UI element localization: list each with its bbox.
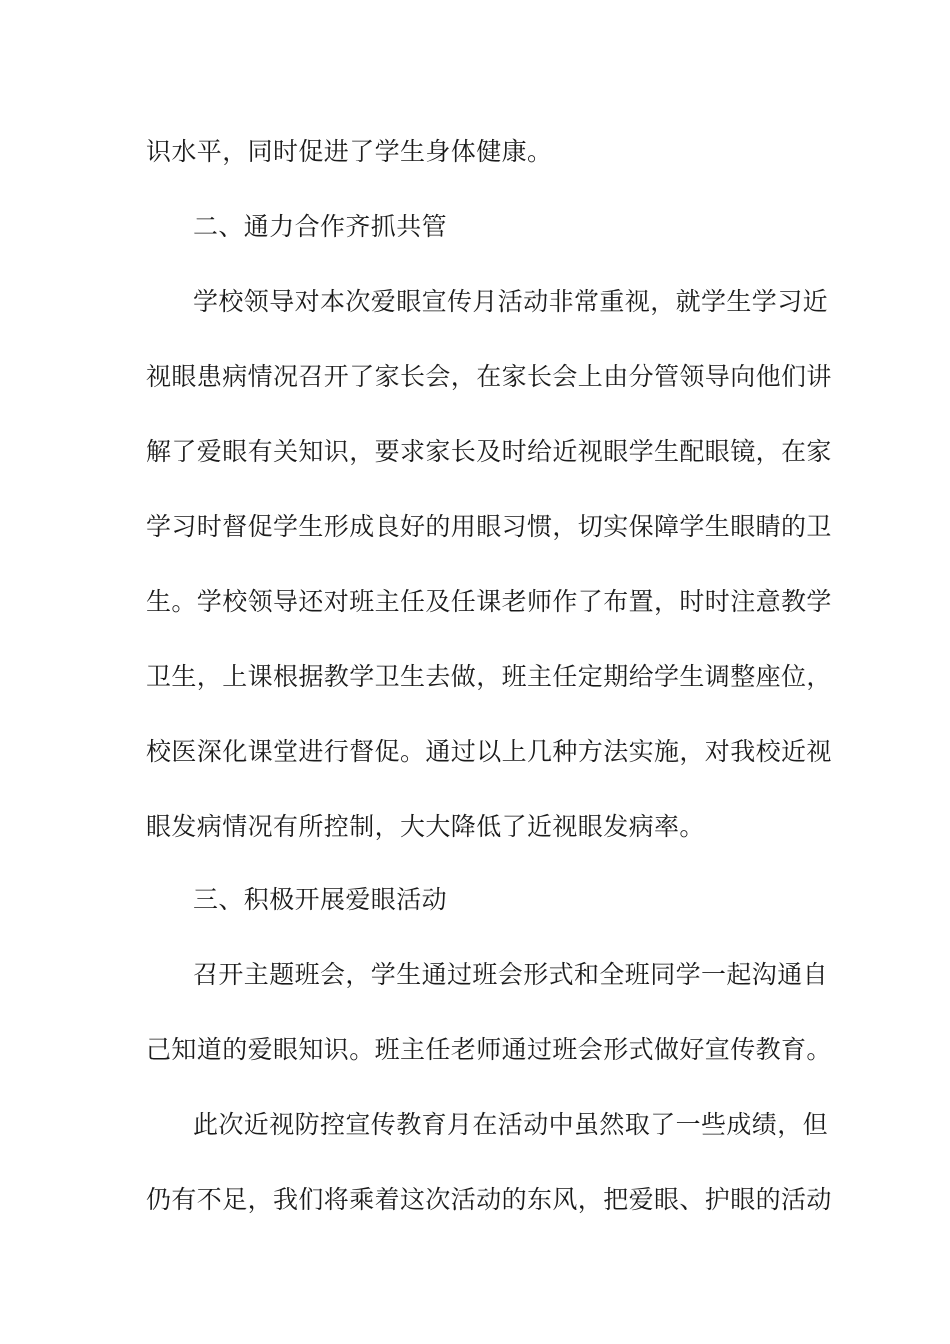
paragraph-line: 识水平，同时促进了学生身体健康。 [146, 137, 553, 166]
paragraph-line: 此次近视防控宣传教育月在活动中虽然取了一些成绩，但 [193, 1110, 829, 1139]
section-heading: 三、积极开展爱眼活动 [193, 885, 448, 914]
paragraph-line: 卫生，上课根据教学卫生去做，班主任定期给学生调整座位， [146, 662, 832, 691]
section-heading: 二、通力合作齐抓共管 [193, 212, 448, 241]
paragraph-line: 解了爱眼有关知识，要求家长及时给近视眼学生配眼镜，在家 [146, 437, 832, 466]
paragraph-line: 仍有不足，我们将乘着这次活动的东风，把爱眼、护眼的活动 [146, 1185, 832, 1214]
paragraph-line: 生。学校领导还对班主任及任课老师作了布置，时时注意教学 [146, 587, 832, 616]
paragraph-line: 眼发病情况有所控制，大大降低了近视眼发病率。 [146, 812, 705, 841]
paragraph-line: 学习时督促学生形成良好的用眼习惯，切实保障学生眼睛的卫 [146, 512, 832, 541]
paragraph-line: 视眼患病情况召开了家长会，在家长会上由分管领导向他们讲 [146, 362, 832, 391]
paragraph-line: 己知道的爱眼知识。班主任老师通过班会形式做好宣传教育。 [146, 1035, 832, 1064]
paragraph-line: 学校领导对本次爱眼宣传月活动非常重视，就学生学习近 [193, 287, 829, 316]
paragraph-line: 召开主题班会，学生通过班会形式和全班同学一起沟通自 [193, 960, 829, 989]
paragraph-line: 校医深化课堂进行督促。通过以上几种方法实施，对我校近视 [146, 737, 832, 766]
